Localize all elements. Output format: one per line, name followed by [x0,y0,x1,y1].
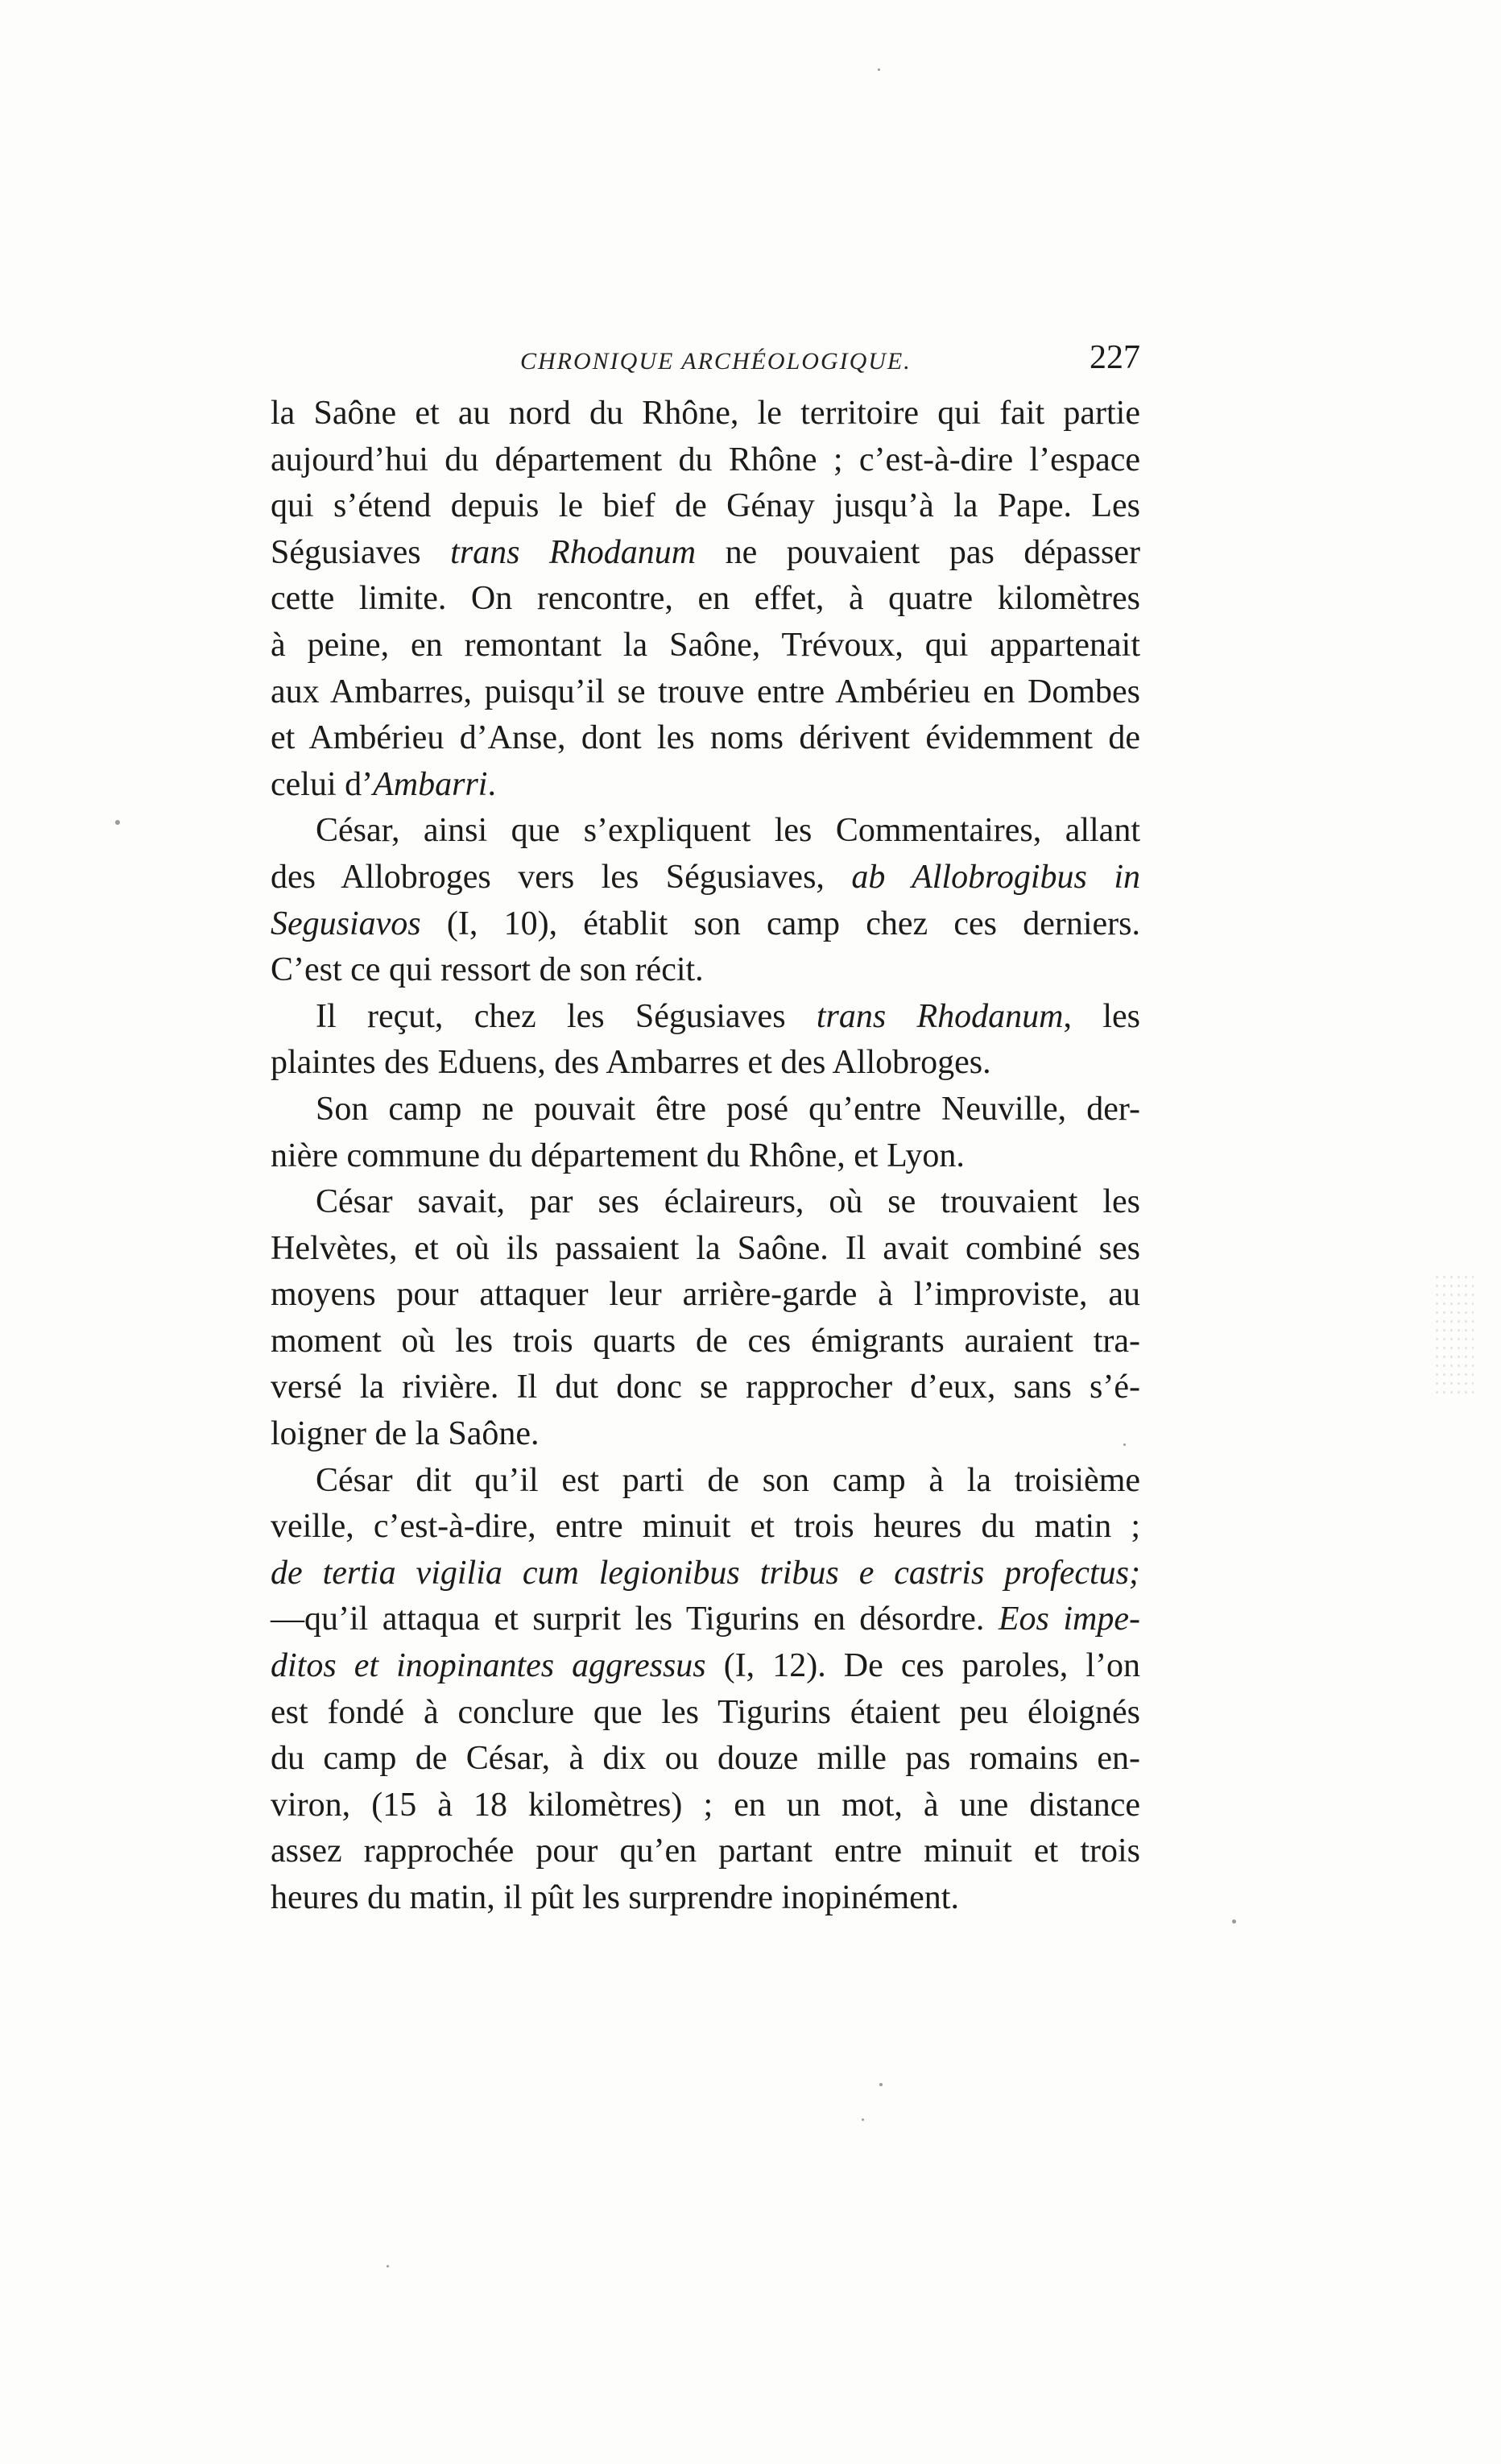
text-line: Segusiavos (I, 10), établit son camp chez ces derniers. [271,905,1140,942]
text-line: heures du matin, il pût les surprendre inopinément. [271,1879,959,1916]
text-line: qui s’étend depuis le bief de Génay jusqu’à la Pape. Les [271,487,1140,525]
text-line: cette limite. On rencontre, en effet, à quatre kilomètres [271,580,1140,618]
text-line: César, ainsi que s’expliquent les Commentaires, allant [316,812,1140,850]
ink-speck [387,2265,389,2267]
text-line: Helvètes, et où ils passaient la Saône. Il avait combiné ses [271,1229,1140,1267]
ink-speck [115,820,120,825]
text-line: du camp de César, à dix ou douze mille pas romains en- [271,1740,1140,1778]
text-line: loigner de la Saône. [271,1415,540,1453]
text-line: ditos et inopinantes aggressus (I, 12). De ces paroles, l’on [271,1647,1141,1685]
text-line: viron, (15 à 18 kilomètres) ; en un mot, à une distance [271,1786,1140,1824]
ink-speck [1123,1443,1126,1446]
body-text [271,391,1140,1922]
text-line: la Saône et au nord du Rhône, le territoire qui fait partie [271,395,1140,432]
ink-speck [1232,1919,1236,1924]
text-line: César savait, par ses éclaireurs, où se trouvaient les [316,1183,1140,1221]
text-line: C’est ce qui ressort de son récit. [271,951,704,989]
text-line: nière commune du département du Rhône, et Lyon. [271,1137,965,1174]
text-line: César dit qu’il est parti de son camp à la troisième [316,1461,1140,1499]
text-line: Son camp ne pouvait être posé qu’entre Neuville, der- [316,1090,1140,1128]
show-through-dots [1433,1273,1474,1394]
text-line: moment où les trois quarts de ces émigrants auraient tra- [271,1322,1140,1360]
page-number: 227 [1090,339,1140,376]
text-line: aujourd’hui du département du Rhône ; c’est-à-dire l’espace [271,441,1140,478]
text-line: est fondé à conclure que les Tigurins étaient peu éloignés [271,1693,1140,1731]
running-head [271,338,1140,387]
text-line: plaintes des Eduens, des Ambarres et des Allobroges. [271,1044,991,1082]
text-line: des Allobroges vers les Ségusiaves, ab Allobrogibus in [271,858,1140,896]
text-line: de tertia vigilia cum legionibus tribus e castris profectus; [271,1554,1140,1592]
ink-speck [878,68,880,71]
text-line: aux Ambarres, puisqu’il se trouve entre Ambérieu en Dombes [271,673,1140,710]
text-line: veille, c’est-à-dire, entre minuit et trois heures du matin ; [271,1508,1140,1546]
text-line: versé la rivière. Il dut donc se rapprocher d’eux, sans s’é- [271,1369,1140,1406]
text-line: celui d’Ambarri. [271,765,496,803]
text-line: Ségusiaves trans Rhodanum ne pouvaient pas dépasser [271,533,1140,571]
running-title: CHRONIQUE ARCHÉOLOGIQUE. [520,348,912,375]
text-line: et Ambérieu d’Anse, dont les noms dérivent évidemment de [271,719,1140,757]
text-line: —qu’il attaqua et surprit les Tigurins en désordre. Eos impe- [271,1601,1140,1638]
text-line: à peine, en remontant la Saône, Trévoux, qui appartenait [271,626,1140,664]
ink-speck [862,2118,864,2121]
text-line: moyens pour attaquer leur arrière-garde à l’improviste, au [271,1276,1140,1314]
text-line: assez rapprochée pour qu’en partant entre minuit et trois [271,1832,1140,1870]
text-line: Il reçut, chez les Ségusiaves trans Rhodanum, les [316,997,1140,1035]
ink-speck [879,2083,883,2086]
